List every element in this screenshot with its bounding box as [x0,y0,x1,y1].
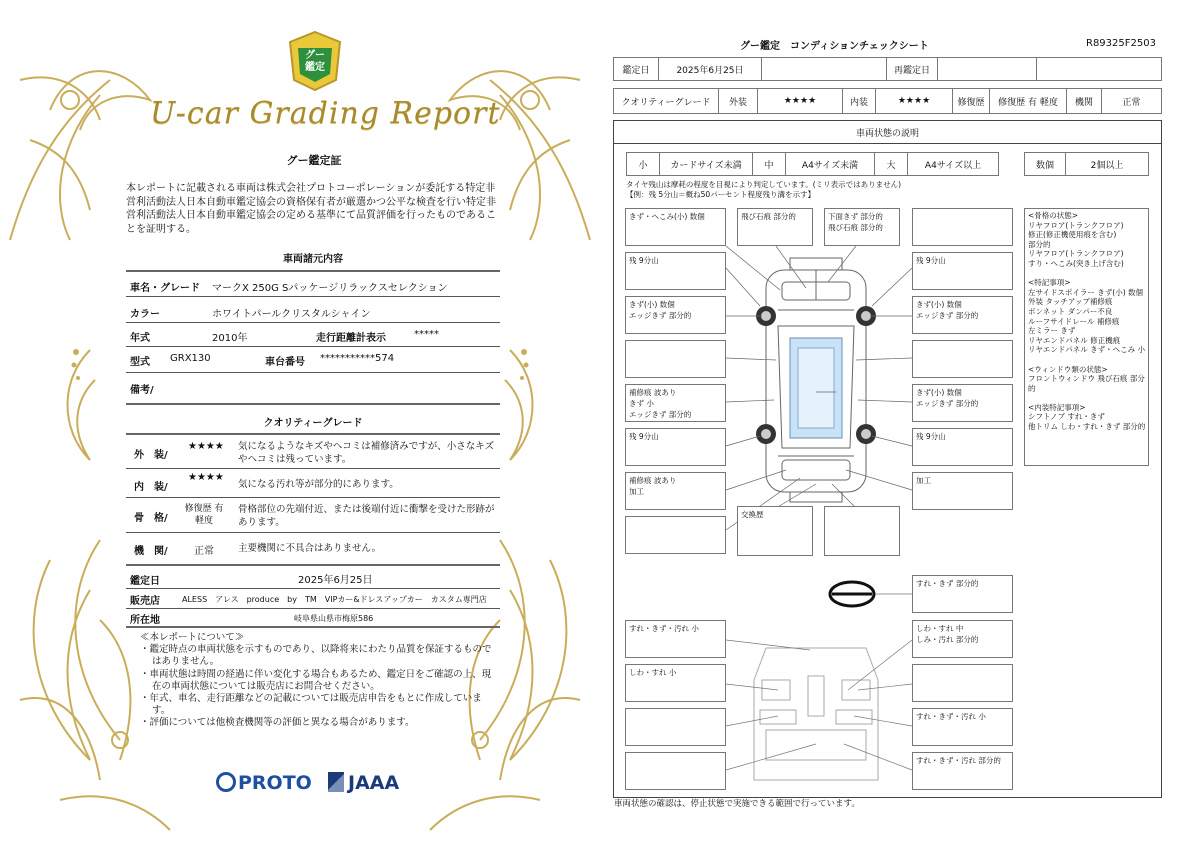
proto-logo-text: PROTO [238,772,312,794]
proto-logo [216,772,312,794]
quality-interior-desc: 気になる汚れ等が部分的にあります。 [238,479,399,490]
damage-box-left-front-door [625,340,726,378]
grade-value: マークX 250G Sパッケージリラックスセレクション [212,283,448,294]
special-notes-text: <骨格の状態> リヤフロア(トランクフロア) 修正(修正機使用痕を含む) 部分的 リヤフロア(トランクフロア) すり・へこみ(突き上げ含む) <特記事項> 左サイドスポイラー きず(小) 数個 外装 タッチアップ補修痕 ボンネット ダンパー不良 ルーフサイドレール 補修痕 左ミラー きず リヤエンドパネル 修正機痕 リヤエンドパネル きず・へこみ 小 <ウィンドウ類の状態> フロントウィンドウ 飛び石痕 部分的 <内装特記事項> シフトノブ すれ・きず 他トリム しわ・すれ・きず 部分的 [1028,211,1146,432]
divider [126,270,500,272]
interior-box-right-trim [912,664,1013,702]
vin-value: ***********574 [320,353,395,364]
dealer-value: ALESS アレス produce by TM VIPカー&ドレスアップカー カスタム専門店 [182,595,487,604]
badge-text: グー 鑑定 [305,50,325,73]
exterior-grade: ★★★★ [757,88,843,114]
damage-box-front-right [912,208,1013,246]
footer-note: 車両状態の確認は、停止状態で実施できる範囲で行っています。 [614,799,860,809]
interior-box-passenger-seat: しわ・すれ 小 [625,664,726,702]
color-value: ホワイトパールクリスタルシャイン [212,309,371,320]
quality-exterior-grade: ★★★★ [188,441,224,452]
mileage-label: 走行距離計表示 [316,333,386,344]
engine-value: 正常 [1101,88,1162,114]
year-label: 年式 [130,333,150,344]
vin-label: 車台番号 [265,357,305,368]
damage-box-right-rear-door: きず(小) 数個 エッジきず 部分的 [912,384,1013,422]
appraisal-date-label: 鑑定日 [130,576,160,587]
note-item: ・評価については他検査機関等の評価と異なる場合があります。 [140,717,415,729]
model-label: 型式 [130,357,150,368]
jaaa-logo [328,772,399,794]
damage-box-front-lower: 下面きず 部分的 飛び石痕 部分的 [824,208,900,246]
interior-box-dashboard: すれ・きず・汚れ 小 [625,620,726,658]
interior-box-center-console: すれ・きず・汚れ 小 [912,708,1013,746]
size-large-key: 大 [874,152,908,176]
interior-box-rear-left [625,752,726,790]
remarks-label: 備考/ [130,385,154,396]
repair-history-label: 修復歴 [952,88,990,114]
quality-grade-label: クオリティーグレード [613,88,719,114]
damage-box-front-left: きず・へこみ(小) 数個 [625,208,726,246]
quality-frame-label: 骨 格/ [134,513,168,524]
quality-section-title: クオリティーグレード [263,418,363,429]
size-medium-key: 中 [752,152,786,176]
damage-box-left-fender: きず(小) 数個 エッジきず 部分的 [625,296,726,334]
divider [126,588,500,589]
divider [126,433,500,435]
size-small-key: 小 [626,152,660,176]
dealer-label: 販売店 [130,596,160,607]
size-medium-value: A4サイズ未満 [785,152,875,176]
count-value: 2個以上 [1065,152,1149,176]
divider [126,346,500,347]
interior-box-left-trim [625,708,726,746]
divider [126,296,500,297]
appraisal-date-value: 2025年6月25日 [658,57,762,81]
quality-interior-label: 内 装/ [134,482,168,493]
interior-label: 内装 [842,88,876,114]
divider [126,372,500,373]
quality-frame-desc: 骨格部位の先端付近、または後端付近に衝撃を受けた形跡があります。 [238,504,495,528]
divider [126,608,500,609]
divider [126,468,500,469]
vehicle-state-title: 車両状態の説明 [613,120,1162,144]
quality-engine-grade: 正常 [194,546,214,557]
reappraisal-label: 再鑑定日 [886,57,938,81]
tire-box-front-right: 残 9分山 [912,252,1013,290]
year-value: 2010年 [212,333,248,344]
appraisal-date-value: 2025年6月25日 [298,575,373,586]
divider [126,626,500,628]
note-item: ・年式、車名、走行距離などの記載については販売店申告をもとに作成しています。 [140,693,482,717]
spec-section-title: 車両諸元内容 [283,254,343,265]
damage-box-right-fender: きず(小) 数個 エッジきず 部分的 [912,296,1013,334]
address-label: 所在地 [130,615,160,626]
damage-box-left-rear-door: 補修痕 波あり きず 小 エッジきず 部分的 [625,384,726,422]
tire-note-line: タイヤ残山は摩耗の程度を目視により判定しています。(ミリ表示ではありません) [626,180,902,189]
sheet-code: R89325F2503 [1086,38,1156,49]
tire-box-front-left: 残 9分山 [625,252,726,290]
address-value: 岐阜県山県市梅原586 [294,614,374,623]
color-label: カラー [130,309,160,320]
jaaa-logo-text: JAAA [348,772,400,794]
tire-box-rear-right: 残 9分山 [912,428,1013,466]
condition-check-sheet [600,0,1200,848]
quality-engine-label: 機 関/ [134,546,168,557]
size-small-value: カードサイズ未満 [659,152,753,176]
quality-interior-grade: ★★★★ [188,472,224,483]
tire-box-rear-left: 残 9分山 [625,428,726,466]
quality-exterior-label: 外 装/ [134,450,168,461]
jaaa-mark-icon [328,772,344,792]
damage-box-rear-right: 加工 [912,472,1013,510]
exterior-label: 外装 [718,88,758,114]
quality-frame-grade: 修復歴 有 軽度 [184,504,224,526]
repair-history-value: 修復歴 有 軽度 [989,88,1067,114]
size-large-value: A4サイズ以上 [907,152,999,176]
damage-box-trunk: 交換歴 [737,506,813,556]
damage-box-rear-bumper [824,506,900,556]
note-item: ・車両状態は時間の経過に伴い変化する場合もあるため、鑑定日をご確認の上、現在の車両状態については販売店にお問合せください。 [140,668,492,692]
appraisal-date-label: 鑑定日 [613,57,659,81]
count-label: 数個 [1024,152,1066,176]
report-title: U-car Grading Report [150,96,501,131]
interior-grade: ★★★★ [875,88,953,114]
model-value: GRX130 [170,353,211,364]
divider [126,497,500,498]
grade-label: 車名・グレード [130,283,200,294]
damage-box-right-front-door [912,340,1013,378]
certificate-text: 本レポートに記載される車両は株式会社プロトコーポレーションが委託する特定非営利活動法人日本自動車鑑定協会の資格保有者が厳選かつ公平な検査を行い特定非営利活動法人日本自動車鑑定協会の定める基準にて品質評価を行ったものであることを証明する。 [126,183,496,235]
quality-engine-desc: 主要機関に不具合はありません。 [238,543,382,554]
proto-mark-icon [216,772,236,792]
damage-box-rear-left: 補修痕 波あり 加工 [625,472,726,510]
report-notes [140,632,494,730]
interior-box-rear-seat: すれ・きず・汚れ 部分的 [912,752,1013,790]
divider [126,532,500,533]
certificate-title: グー鑑定証 [286,154,342,167]
divider [126,403,500,405]
goo-appraisal-badge [286,30,344,92]
interior-box-driver-seat: しわ・すれ 中 しみ・汚れ 部分的 [912,620,1013,658]
divider [126,564,500,566]
divider [126,322,500,323]
mileage-value: ***** [414,329,439,340]
engine-label: 機関 [1066,88,1102,114]
quality-exterior-desc: 気になるようなキズやヘコミは補修済みですが、小さなキズやヘコミは残っています。 [238,441,495,465]
note-item: ・鑑定時点の車両状態を示すものであり、以降将来にわたり品質を保証するものではありません。 [140,644,492,668]
damage-box-front-bumper: 飛び石痕 部分的 [737,208,813,246]
notes-title: ≪本レポートについて≫ [140,632,245,643]
sheet-title: グー鑑定 コンディションチェックシート [740,41,929,52]
interior-box-steering: すれ・きず 部分的 [912,575,1013,613]
tire-note-line: 【例：残 5分山＝概ね50パーセント程度残り溝を示す】 [626,189,816,199]
damage-box-rear-lower [625,516,726,554]
